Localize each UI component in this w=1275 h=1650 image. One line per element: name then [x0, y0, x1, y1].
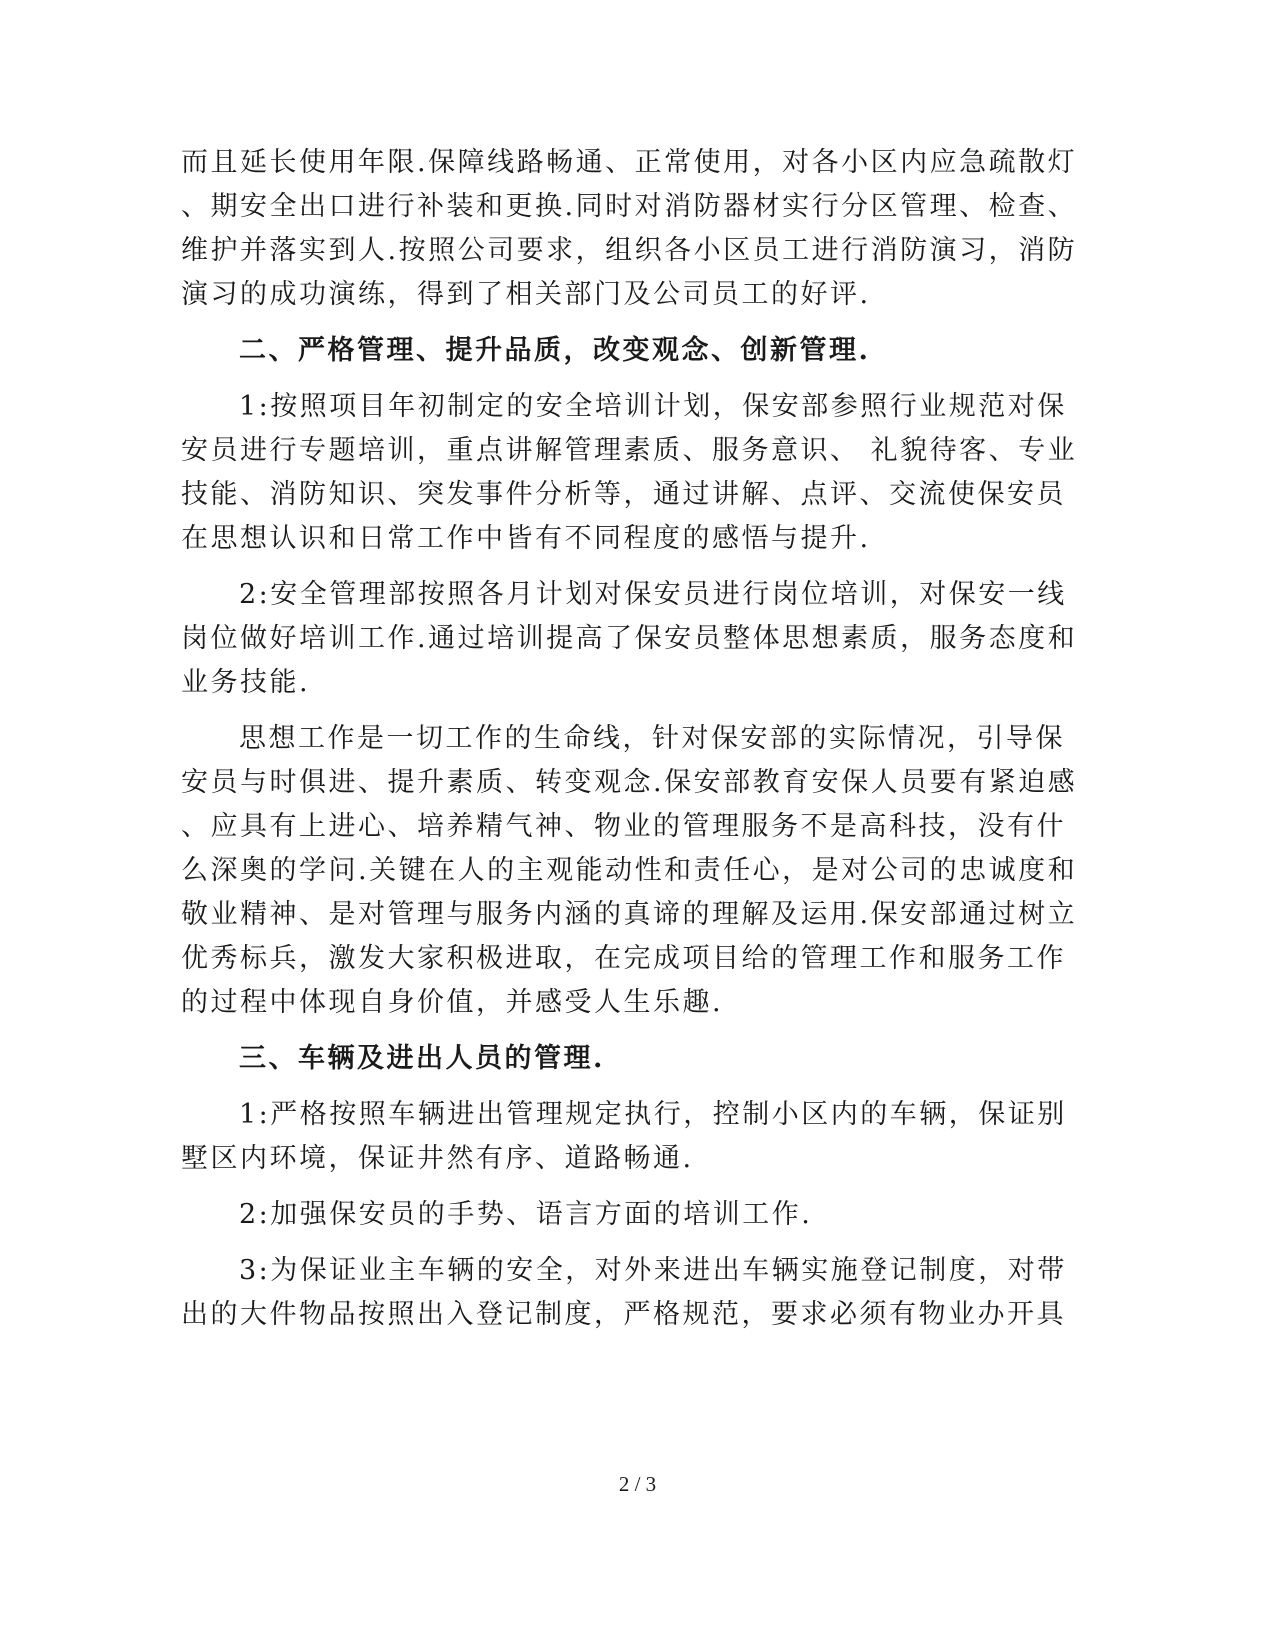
text-line: 业务技能. — [181, 667, 311, 698]
page-number: 2 / 3 — [618, 1472, 657, 1496]
paragraph — [181, 141, 1078, 317]
text-line: 安员进行专题培训，重点讲解管理素质、服务意识、 礼貌待客、专业 — [181, 435, 1078, 466]
text-line: 2:加强保安员的手势、语言方面的培训工作. — [239, 1199, 813, 1230]
text-line: 的过程中体现自身价值，并感受人生乐趣. — [181, 987, 724, 1018]
document-body — [181, 141, 1078, 1337]
section-heading — [181, 329, 1029, 373]
text-line: 技能、消防知识、突发事件分析等，通过讲解、点评、交流使保安员 — [181, 479, 1066, 510]
text-line: 演习的成功演练，得到了相关部门及公司员工的好评. — [181, 279, 871, 310]
section-heading — [181, 1037, 1029, 1081]
heading-text: 二、严格管理、提升品质，改变观念、创新管理. — [239, 335, 871, 366]
text-line: 安员与时俱进、提升素质、转变观念.保安部教育安保人员要有紧迫感 — [181, 767, 1078, 798]
text-line: 墅区内环境，保证井然有序、道路畅通. — [181, 1143, 694, 1174]
text-line: 1:按照项目年初制定的安全培训计划，保安部参照行业规范对保 — [239, 391, 1067, 422]
paragraph — [181, 573, 1078, 705]
paragraph — [181, 385, 1078, 561]
paragraph — [181, 717, 1078, 1025]
text-line: 出的大件物品按照出入登记制度，严格规范，要求必须有物业办开具 — [181, 1299, 1066, 1330]
heading-text: 三、车辆及进出人员的管理. — [239, 1043, 605, 1074]
paragraph — [181, 1249, 1067, 1337]
text-line: 1:严格按照车辆进出管理规定执行，控制小区内的车辆，保证别 — [239, 1099, 1067, 1130]
text-line: 么深奥的学问.关键在人的主观能动性和责任心，是对公司的忠诚度和 — [181, 855, 1078, 886]
text-line: 岗位做好培训工作.通过培训提高了保安员整体思想素质，服务态度和 — [181, 623, 1078, 654]
text-line: 敬业精神、是对管理与服务内涵的真谛的理解及运用.保安部通过树立 — [181, 899, 1078, 930]
text-line: 维护并落实到人.按照公司要求，组织各小区员工进行消防演习，消防 — [181, 235, 1078, 266]
text-line: 、期安全出口进行补装和更换.同时对消防器材实行分区管理、检查、 — [181, 191, 1078, 222]
paragraph — [181, 1193, 1029, 1237]
text-line: 3:为保证业主车辆的安全，对外来进出车辆实施登记制度，对带 — [239, 1255, 1067, 1286]
text-line: 在思想认识和日常工作中皆有不同程度的感悟与提升. — [181, 523, 871, 554]
text-line: 而且延长使用年限.保障线路畅通、正常使用，对各小区内应急疏散灯 — [181, 147, 1078, 178]
text-line: 2:安全管理部按照各月计划对保安员进行岗位培训，对保安一线 — [239, 579, 1067, 610]
paragraph — [181, 1093, 1067, 1181]
text-line: 、应具有上进心、培养精气神、物业的管理服务不是高科技，没有什 — [181, 811, 1066, 842]
text-line: 优秀标兵，激发大家积极进取，在完成项目给的管理工作和服务工作 — [181, 943, 1066, 974]
text-line: 思想工作是一切工作的生命线，针对保安部的实际情况，引导保 — [239, 723, 1065, 754]
